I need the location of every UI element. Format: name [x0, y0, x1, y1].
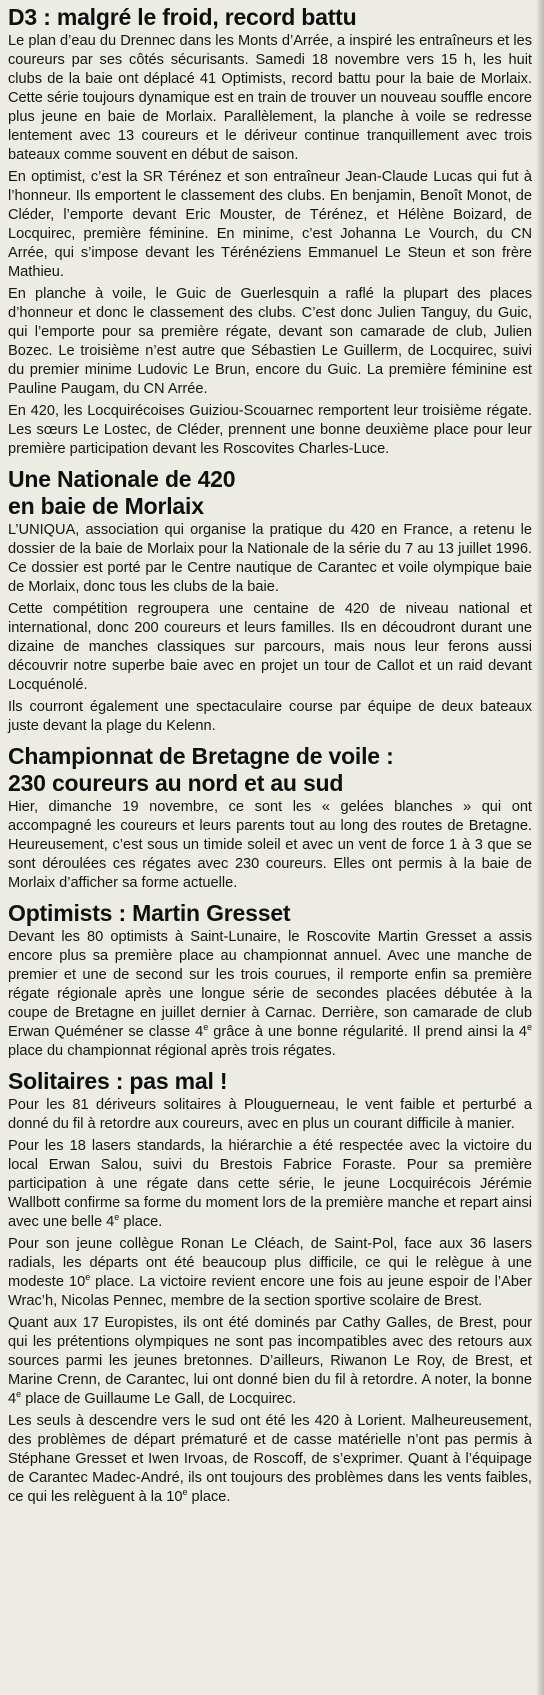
ordinal-suffix: e: [85, 1272, 91, 1283]
text-run: Quant aux 17 Europistes, ils ont été dominés par Cathy Galles, de Brest, pour qui les prétentions olympiques ne sont pas incompatibles avec des retours aux sources parmi les jeunes bretonnes. D’ailleurs, Riwanon Le Roy, de Brest, et Marine Crenn, de Carantec, lui ont donné bien du fil à retordre. A noter, la bonne 4: [8, 1315, 532, 1407]
text-run: place.: [187, 1489, 231, 1505]
headline-line: Championnat de Bretagne de voile :: [8, 743, 394, 769]
text-run: Pour les 18 lasers standards, la hiérarchie a été respectée avec la victoire du local Erwan Salou, suivi du Brestois Fabrice Foraste. Pour sa première participation à une régate dans cette série, le jeune Locquirécois Jérémie Wallbott confirme sa forme du moment lors de la première manche et repart ainsi avec une belle 4: [8, 1138, 532, 1230]
headline-optimists: Optimists : Martin Gresset: [8, 900, 291, 926]
paragraph: [8, 1314, 532, 1409]
ordinal-suffix: e: [526, 1022, 532, 1033]
article-d3-record: [0, 0, 544, 459]
headline-championnat-bretagne: [8, 743, 532, 797]
headline-line: 230 coureurs au nord et au sud: [8, 770, 344, 796]
ordinal-suffix: e: [203, 1022, 209, 1033]
paragraph: En 420, les Locquirécoises Guiziou-Scouarnec remportent leur troisième régate. Les sœurs Le Lostec, de Cléder, prennent une bonne deuxième place pour leur première participation devant les Roscovites Charles-Luce.: [8, 403, 532, 457]
headline-d3-record: D3 : malgré le froid, record battu: [8, 4, 357, 30]
headline-line: Une Nationale de 420: [8, 466, 236, 492]
ordinal-suffix: e: [182, 1487, 188, 1498]
paragraph: [8, 928, 532, 1061]
text-run: place. La victoire revient encore une fois au jeune espoir de l’Aber Wrac’h, Nicolas Pennec, membre de la section sportive scolaire de Brest.: [8, 1274, 532, 1309]
text-run: Devant les 80 optimists à Saint-Lunaire, le Roscovite Martin Gresset a assis encore plus sa première place au championnat annuel. Avec une manche de premier et une de second sur les trois courues, il remporte enfin sa première régate régionale après une longue série de secondes placées débutée à la coupe de Bretagne en juillet dernier à Carnac. Derrière, son camarade de club Erwan Quéméner se classe 4: [8, 929, 532, 1040]
paragraph: Pour les 81 dériveurs solitaires à Plouguerneau, le vent faible et perturbé a donné du fil à retordre aux coureurs, avec en plus un courant difficile à manier.: [8, 1097, 532, 1132]
paragraph: Ils courront également une spectaculaire course par équipe de deux bateaux juste devant la plage du Kelenn.: [8, 699, 532, 734]
ordinal-suffix: e: [114, 1212, 120, 1223]
text-run: place.: [119, 1214, 163, 1230]
ordinal-suffix: e: [16, 1389, 22, 1400]
text-run: place de Guillaume Le Gall, de Locquirec.: [21, 1391, 297, 1407]
article-solitaires: [0, 1064, 544, 1507]
paragraph: [8, 1137, 532, 1232]
paragraph: Le plan d’eau du Drennec dans les Monts d’Arrée, a inspiré les entraîneurs et les coureurs par ses côtés sécurisants. Samedi 18 novembre vers 15 h, les huit clubs de la baie ont déplacé 41 Optimists, record battu pour la baie de Morlaix. Cette série toujours dynamique est en train de trouver un nouveau souffle encore plus jeune en baie de Morlaix. Parallèlement, la planche à voile se redresse lentement avec 13 coureurs et le dériveur continue tranquillement avec trois bateaux comme souvent en début de saison.: [8, 33, 532, 163]
text-run: grâce à une bonne régularité. Il prend ainsi la 4: [208, 1024, 527, 1040]
headline-line: en baie de Morlaix: [8, 493, 204, 519]
text-run: place du championnat régional après trois régates.: [8, 1043, 336, 1059]
paragraph: [8, 1412, 532, 1507]
paragraph: L’UNIQUA, association qui organise la pratique du 420 en France, a retenu le dossier de la baie de Morlaix pour la Nationale de la série du 7 au 13 juillet 1996. Ce dossier est porté par le Centre nautique de Carantec et voile olympique baie de Morlaix, donc tous les clubs de la baie.: [8, 522, 532, 595]
headline-solitaires: Solitaires : pas mal !: [8, 1068, 228, 1094]
article-championnat-bretagne: [0, 739, 544, 893]
paragraph: En optimist, c’est la SR Térénez et son entraîneur Jean-Claude Lucas qui fut à l’honneur. Ils emportent le classement des clubs. En benjamin, Benoît Monot, de Cléder, l’emporte devant Eric Mouster, de Térénez, et Hélène Boizard, de Locquirec, première féminine. En minime, c’est Johanna Le Vourch, du CN Arrée, qui s’impose devant les Térénéziens Emmanuel Le Steun et son frère Mathieu.: [8, 169, 532, 280]
article-optimists: [0, 896, 544, 1061]
article-nationale-420: [0, 462, 544, 736]
headline-nationale-420: [8, 466, 532, 520]
text-run: Pour son jeune collègue Ronan Le Cléach, de Saint-Pol, face aux 36 lasers radials, les départs ont été beaucoup plus difficile, ce qui le relègue à une modeste 10: [8, 1236, 532, 1290]
paragraph: [8, 1235, 532, 1311]
paragraph: Hier, dimanche 19 novembre, ce sont les « gelées blanches » qui ont accompagné les coureurs et leurs parents tout au long des routes de Bretagne. Heureusement, c’est sous un timide soleil et avec un vent de force 1 à 3 que se sont déroulées ces régates avec 230 coureurs. Elles ont permis à la baie de Morlaix d’afficher sa forme actuelle.: [8, 799, 532, 891]
paragraph: Cette compétition regroupera une centaine de 420 de niveau national et international, donc 200 coureurs et leurs familles. Ils en découdront durant une dizaine de manches classiques sur parcours, mais nous leur ferons aussi découvrir notre superbe baie avec en projet un tour de Callot et un raid devant Locquénolé.: [8, 601, 532, 693]
paragraph: En planche à voile, le Guic de Guerlesquin a raflé la plupart des places d’honneur et donc le classement des clubs. C’est donc Julien Tanguy, du Guic, qui l’emporte pour sa première régate, devant son camarade de club, Julien Bozec. Le troisième n’est autre que Sébastien Le Guillerm, de Locquirec, suivi du premier minime Ludovic Le Brun, encore du Guic. La première féminine est Pauline Paugam, du CN Arrée.: [8, 286, 532, 397]
text-run: Les seuls à descendre vers le sud ont été les 420 à Lorient. Malheureusement, des problèmes de départ prématuré et de casse matérielle n’ont pas permis à Stéphane Gresset et Iwen Irvoas, de Roscoff, de s’exprimer. Quant à l’équipage de Carantec Madec-André, ils ont toujours des problèmes dans les vents faibles, ce qui les relèguent à la 10: [8, 1413, 532, 1505]
paper-edge-shadow: [537, 0, 544, 1695]
